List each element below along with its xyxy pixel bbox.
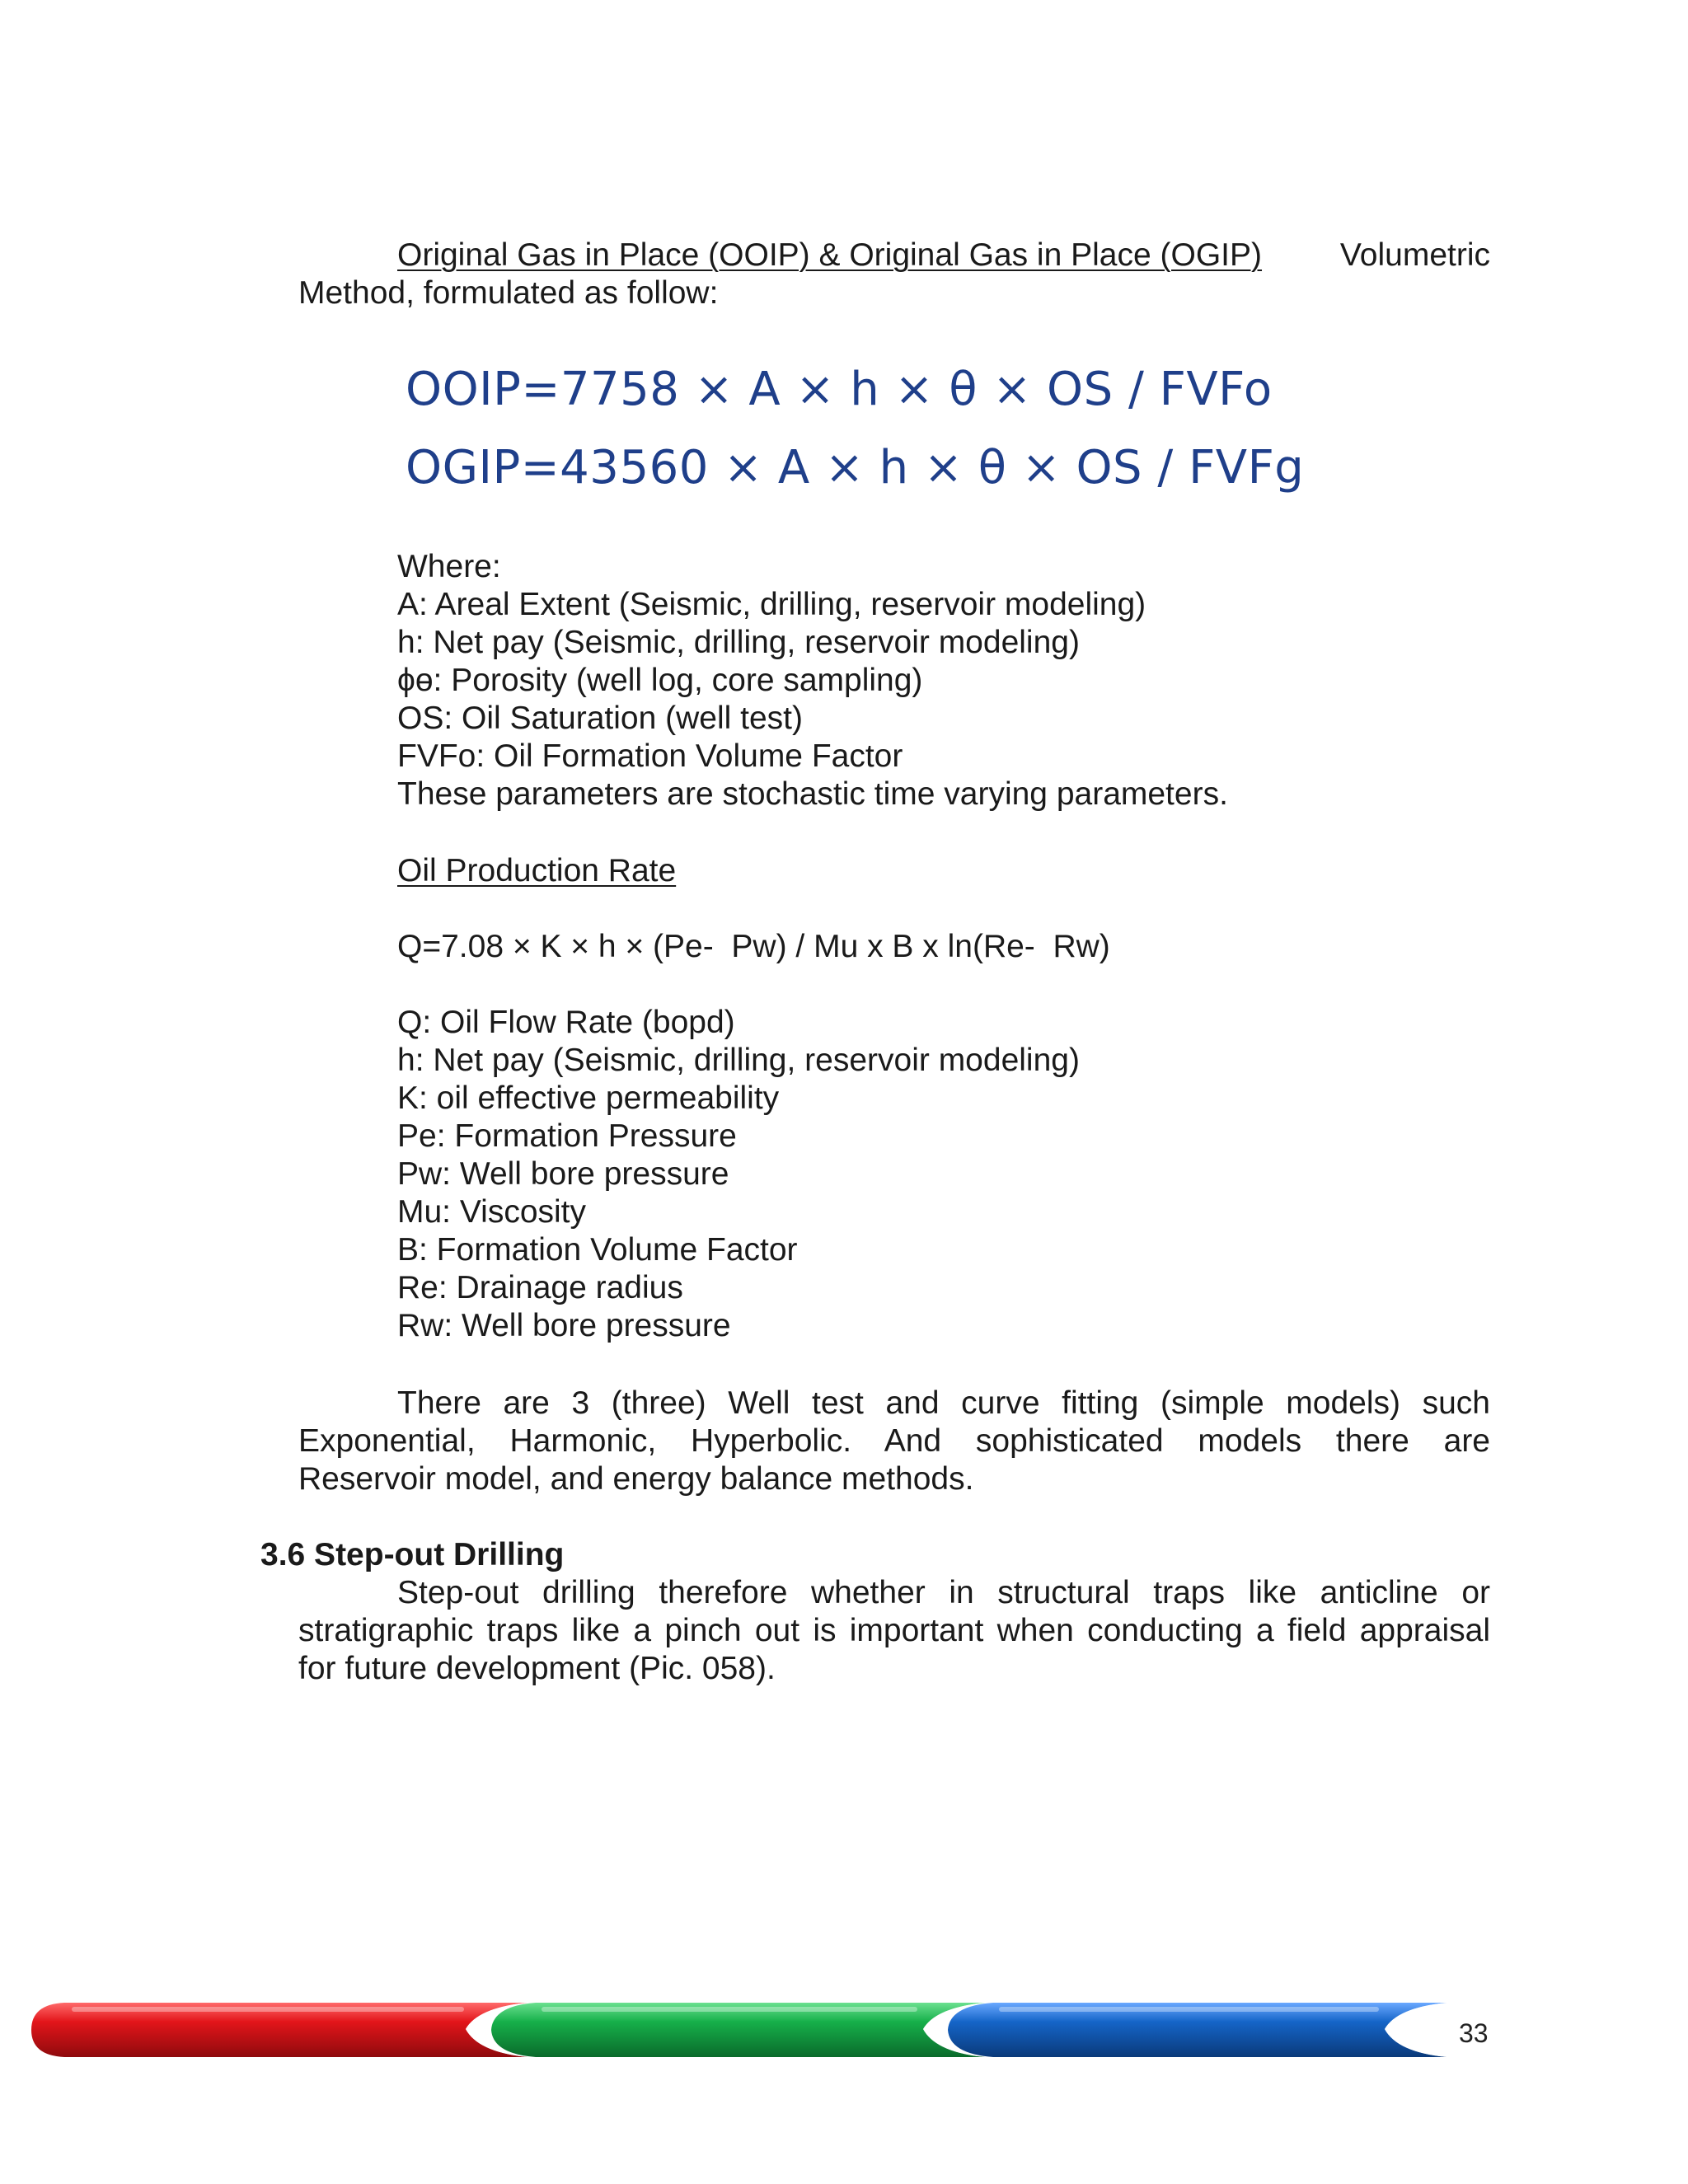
production-equation: Q=7.08 × K × h × (Pe- Pw) / Mu x B x ln(Re- Rw) [397, 929, 1110, 964]
production-variables [397, 1004, 1080, 1345]
footer-decoration [0, 1978, 1688, 2077]
where-list [397, 548, 1228, 813]
where-item-note: These parameters are stochastic time varying parameters. [397, 776, 1228, 812]
where-item-oil-saturation: OS: Oil Saturation (well test) [397, 701, 803, 736]
page-number: 33 [1459, 2018, 1489, 2048]
variable-rw: Rw: Well bore pressure [397, 1308, 731, 1343]
where-item-net-pay: h: Net pay (Seismic, drilling, reservoir modeling) [397, 625, 1080, 660]
ooip-formula: OOIP=7758 × A × h × θ × OS / FVFo [406, 363, 1273, 416]
section-line-3: for future development (Pic. 058). [298, 1651, 776, 1686]
intro-paragraph [298, 237, 1490, 312]
section-heading: 3.6 Step-out Drilling [260, 1537, 565, 1572]
variable-q: Q: Oil Flow Rate (bopd) [397, 1005, 735, 1040]
where-item-areal-extent: A: Areal Extent (Seismic, drilling, reservoir modeling) [397, 587, 1146, 622]
section-paragraph [298, 1574, 1490, 1688]
intro-line-2: Method, formulated as follow: [298, 275, 719, 311]
intro-rest-text: Volumetric [1339, 237, 1490, 273]
production-heading [397, 852, 676, 890]
variable-pe: Pe: Formation Pressure [397, 1118, 737, 1154]
section-line-1: Step-out drilling therefore whether in structural traps like anticline or [397, 1575, 1490, 1610]
well-test-line-3: Reservoir model, and energy balance methods. [298, 1461, 974, 1497]
variable-k: K: oil effective permeability [397, 1080, 780, 1116]
intro-underlined-text: Original Gas in Place (OOIP) & Original Gas in Place (OGIP) [397, 237, 1263, 273]
well-test-line-2: Exponential, Harmonic, Hyperbolic. And sophisticated models there are [298, 1423, 1490, 1459]
well-test-paragraph [298, 1385, 1490, 1498]
production-heading-text: Oil Production Rate [397, 853, 677, 888]
well-test-line-1: There are 3 (three) Well test and curve fitting (simple models) such [397, 1385, 1490, 1421]
intro-line-1 [298, 237, 1490, 274]
section-line-2: stratigraphic traps like a pinch out is important when conducting a field appraisal [298, 1613, 1490, 1648]
ogip-formula: OGIP=43560 × A × h × θ × OS / FVFg [406, 441, 1305, 494]
where-item-fvfo: FVFo: Oil Formation Volume Factor [397, 738, 903, 774]
variable-b: B: Formation Volume Factor [397, 1232, 798, 1268]
variable-pw: Pw: Well bore pressure [397, 1156, 729, 1192]
variable-re: Re: Drainage radius [397, 1270, 683, 1305]
where-item-porosity: ϕɵ: Porosity (well log, core sampling) [397, 663, 923, 698]
variable-h: h: Net pay (Seismic, drilling, reservoir modeling) [397, 1043, 1080, 1078]
variable-mu: Mu: Viscosity [397, 1194, 587, 1230]
where-label: Where: [397, 549, 501, 584]
